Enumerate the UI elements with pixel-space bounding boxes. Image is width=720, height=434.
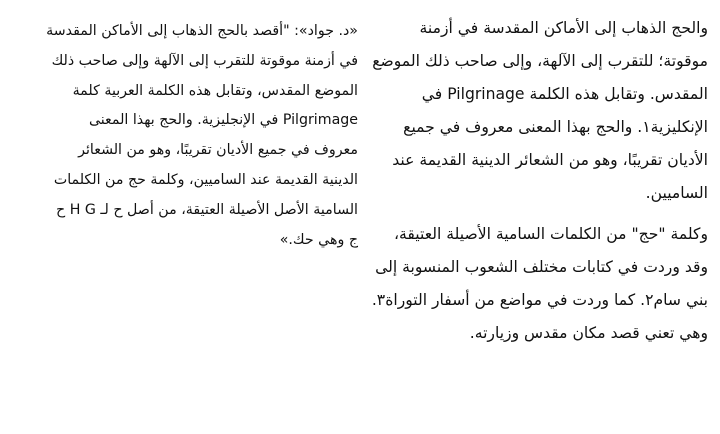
text-line: المقدس. وتقابل هذه الكلمة Pilgrinage في bbox=[421, 85, 708, 103]
text-line: والحج الذهاب إلى الأماكن المقدسة في أزمنة bbox=[419, 19, 708, 37]
text-line: في أزمنة موقوتة للتقرب إلى الآلهة وإلى صاحب ذلك bbox=[51, 52, 358, 69]
text-line: الإنكليزية١. والحج بهذا المعنى معروف في جميع bbox=[403, 118, 708, 136]
text-line: وقد وردت في كتابات مختلف الشعوب المنسوبة إلى bbox=[375, 258, 708, 276]
right-column bbox=[370, 12, 708, 350]
text-line: ج وهي حك.» bbox=[279, 231, 358, 248]
text-line: الأديان تقريبًا، وهو من الشعائر الدينية القديمة عند bbox=[392, 151, 708, 169]
text-line: الموضع المقدس، وتقابل هذه الكلمة العربية كلمة bbox=[72, 82, 358, 99]
text-line: موقوتة؛ للتقرب إلى الآلهة، وإلى صاحب ذلك الموضع bbox=[372, 52, 708, 70]
text-line: وكلمة "حج" من الكلمات السامية الأصيلة العتيقة، bbox=[394, 225, 708, 243]
text-line: الساميين. bbox=[645, 184, 708, 202]
text-line: الدينية القديمة عند الساميين، وكلمة حج من الكلمات bbox=[53, 171, 358, 188]
text-line: معروف في جميع الأديان تقريبًا، وهو من الشعائر bbox=[78, 142, 358, 159]
text-line: «د. جواد»: "أقصد بالحج الذهاب إلى الأماكن المقدسة bbox=[46, 23, 358, 39]
text-line: السامية الأصل الأصيلة العتيقة، من أصل ح لـ H G ح bbox=[56, 201, 358, 218]
text-line: Pilgrimage في الإنجليزية. والحج بهذا المعنى bbox=[88, 112, 358, 129]
text-line: بني سام٢. كما وردت في مواضع من أسفار التوراة٣. bbox=[371, 291, 708, 309]
text-line: وهي تعني قصد مكان مقدس وزيارته. bbox=[469, 324, 708, 342]
left-column-quote bbox=[10, 17, 358, 255]
